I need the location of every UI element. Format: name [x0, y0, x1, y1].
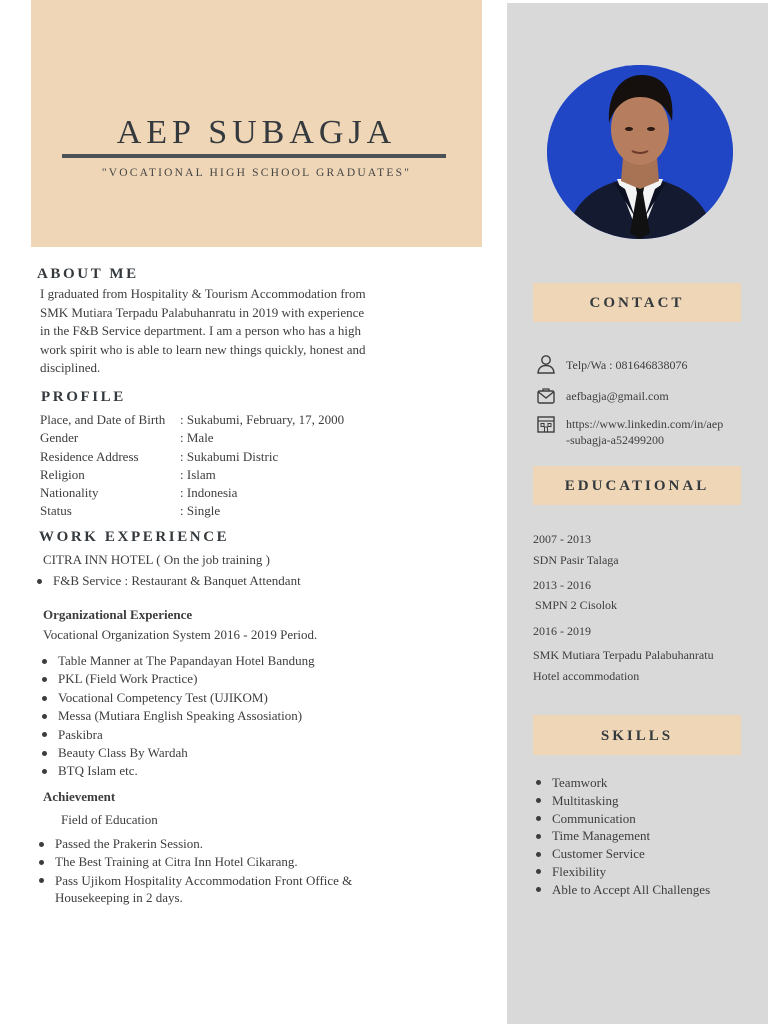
profile-value: : Sukabumi Distric — [180, 449, 279, 464]
person-icon — [536, 354, 556, 374]
education-school: SMPN 2 Cisolok — [535, 598, 618, 612]
profile-photo — [547, 65, 733, 239]
profile-value: : Single — [180, 503, 221, 518]
contact-header — [533, 283, 741, 322]
contact-title: CONTACT — [589, 295, 685, 311]
achievement-list — [37, 835, 352, 890]
about-line: in the F&B Service department. I am a person who has a high — [40, 323, 361, 338]
profile-value: : Indonesia — [180, 485, 238, 500]
achievement-continuation: Housekeeping in 2 days. — [55, 890, 183, 905]
list-item: Paskibra — [40, 726, 315, 744]
about-me-title: ABOUT ME — [37, 266, 139, 282]
list-item: Pass Ujikom Hospitality Accommodation Front Office & — [37, 872, 352, 890]
profile-label: Residence Address — [40, 449, 139, 464]
contact-linkedin[interactable] — [566, 416, 723, 448]
linkedin-line: -subagja-a52499200 — [566, 433, 664, 447]
organizational-description: Vocational Organization System 2016 - 2019 Period. — [43, 627, 318, 642]
profile-label: Status — [40, 503, 72, 518]
profile-label: Nationality — [40, 485, 99, 500]
list-item: The Best Training at Citra Inn Hotel Cikarang. — [37, 853, 352, 871]
organizational-list — [40, 652, 315, 781]
list-item: Vocational Competency Test (UJIKOM) — [40, 689, 315, 707]
education-years: 2007 - 2013 — [533, 532, 591, 546]
skills-header — [533, 715, 741, 755]
name-divider — [62, 154, 446, 158]
profile-label: Religion — [40, 467, 85, 482]
profile-label: Gender — [40, 430, 79, 445]
list-item: PKL (Field Work Practice) — [40, 670, 315, 688]
list-item: Teamwork — [534, 774, 710, 792]
profile-title: PROFILE — [41, 389, 126, 405]
list-item: Time Management — [534, 827, 710, 845]
education-school: SMK Mutiara Terpadu Palabuhanratu — [533, 648, 714, 662]
profile-row-birth — [40, 412, 380, 430]
profile-row-gender — [40, 430, 380, 448]
educational-title: EDUCATIONAL — [564, 478, 710, 494]
organizational-title: Organizational Experience — [43, 607, 193, 622]
resume-name: AEP SUBAGJA — [116, 114, 397, 151]
email-icon — [536, 387, 556, 407]
education-school: SDN Pasir Talaga — [533, 553, 619, 567]
about-line: I graduated from Hospitality & Tourism Accommodation from — [40, 286, 366, 301]
education-years: 2013 - 2016 — [533, 578, 591, 592]
list-item: Flexibility — [534, 863, 710, 881]
about-line: SMK Mutiara Terpadu Palabuhanratu in 2019 with experience — [40, 304, 365, 320]
list-item: Beauty Class By Wardah — [40, 744, 315, 762]
list-item: F&B Service : Restaurant & Banquet Attendant — [35, 572, 301, 590]
contact-phone: Telp/Wa : 081646838076 — [566, 358, 688, 372]
profile-row-religion — [40, 467, 380, 485]
profile-value: : Sukabumi, February, 17, 2000 — [180, 412, 345, 427]
educational-header — [533, 466, 741, 505]
list-item: Communication — [534, 810, 710, 828]
profile-value: : Islam — [180, 467, 216, 482]
resume-subtitle: "VOCATIONAL HIGH SCHOOL GRADUATES" — [101, 167, 412, 179]
work-experience-title: WORK EXPERIENCE — [39, 529, 230, 545]
profile-row-address — [40, 449, 380, 467]
contact-email[interactable]: aefbagja@gmail.com — [566, 389, 669, 403]
skills-title: SKILLS — [600, 728, 674, 744]
profile-row-status — [40, 503, 380, 521]
list-item: Customer Service — [534, 845, 710, 863]
list-item: Messa (Mutiara English Speaking Assosiation) — [40, 707, 315, 725]
building-icon — [536, 414, 556, 434]
linkedin-line: https://www.linkedin.com/in/aep — [566, 417, 724, 431]
work-company: CITRA INN HOTEL ( On the job training ) — [43, 552, 270, 567]
about-me-text — [40, 285, 480, 378]
list-item: Passed the Prakerin Session. — [37, 835, 352, 853]
education-years: 2016 - 2019 — [533, 624, 591, 638]
about-line: work spirit who is able to learn new things quickly, honest and — [40, 341, 366, 357]
skills-list — [534, 774, 710, 899]
profile-row-nationality — [40, 485, 380, 503]
about-line: disciplined. — [40, 360, 101, 375]
achievement-subtitle: Field of Education — [61, 812, 158, 827]
profile-label: Place, and Date of Birth — [40, 412, 166, 427]
work-list — [35, 572, 301, 590]
profile-value: : Male — [180, 430, 214, 445]
achievement-title: Achievement — [43, 789, 116, 804]
education-major: Hotel accommodation — [533, 669, 640, 683]
list-item: Multitasking — [534, 792, 710, 810]
list-item: BTQ Islam etc. — [40, 762, 315, 780]
list-item: Able to Accept All Challenges — [534, 881, 710, 899]
list-item: Table Manner at The Papandayan Hotel Bandung — [40, 652, 315, 670]
